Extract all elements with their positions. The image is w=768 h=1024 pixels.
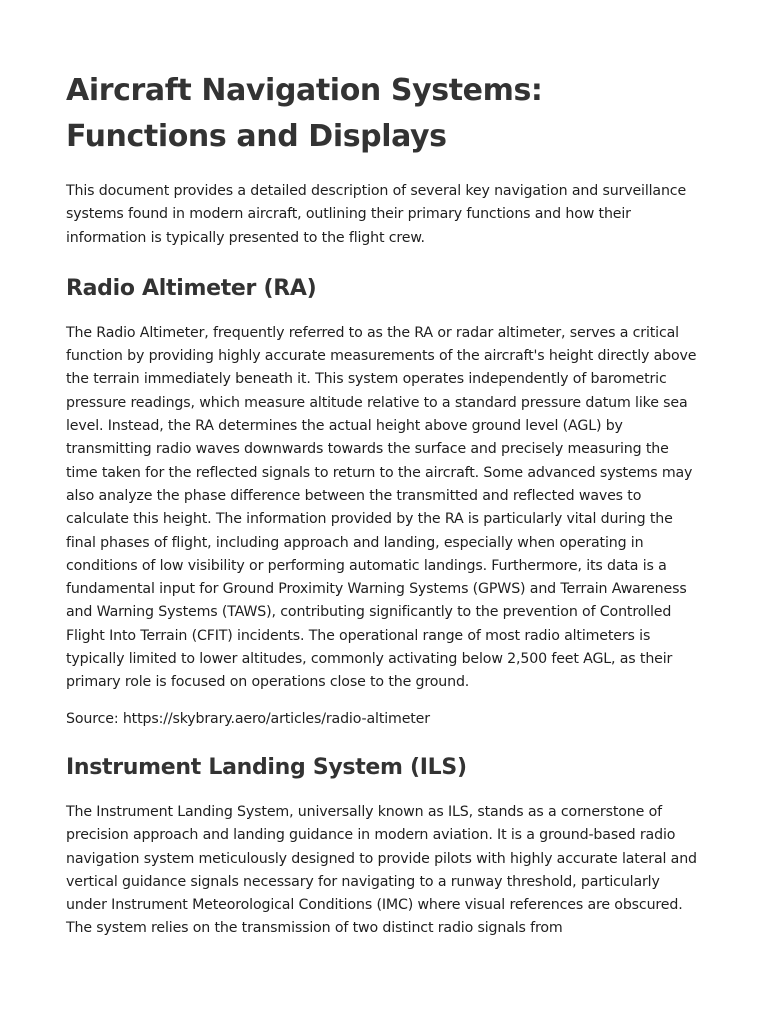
- section-heading: Instrument Landing System (ILS): [66, 754, 467, 780]
- section-radio-altimeter: [66, 274, 702, 731]
- section-instrument-landing-system: [66, 753, 702, 941]
- section-heading: Radio Altimeter (RA): [66, 275, 317, 301]
- section-body: The Instrument Landing System, universally known as ILS, stands as a cornerstone of precision approach and landing guidance in modern aviation. It is a ground-based radio navigation system meticulously designed to provide pilots with highly accurate lateral and vertical guidance signals necessary for navigating to a runway threshold, particularly under Instrument Meteorological Conditions (IMC) where visual references are obscured. The system relies on the transmission of two distinct radio signals from: [66, 803, 697, 937]
- section-body: The Radio Altimeter, frequently referred to as the RA or radar altimeter, serves a critical function by providing highly accurate measurements of the aircraft's height directly above the terrain immediately beneath it. This system operates independently of barometric pressure readings, which measure altitude relative to a standard pressure datum like sea level. Instead, the RA determines the actual height above ground level (AGL) by transmitting radio waves downwards towards the surface and precisely measuring the time taken for the reflected signals to return to the aircraft. Some advanced systems may also analyze the phase difference between the transmitted and reflected waves to calculate this height. The information provided by the RA is particularly vital during the final phases of flight, including approach and landing, especially when operating in conditions of low visibility or performing automatic landings. Furthermore, its data is a fundamental input for Ground Proximity Warning Systems (GPWS) and Terrain Awareness and Warning Systems (TAWS), contributing significantly to the prevention of Controlled Flight Into Terrain (CFIT) incidents. The operational range of most radio altimeters is typically limited to lower altitudes, commonly activating below 2,500 feet AGL, as their primary role is focused on operations close to the ground.: [66, 324, 697, 691]
- source-citation: Source: https://skybrary.aero/articles/radio-altimeter: [66, 710, 430, 727]
- intro-paragraph: This document provides a detailed description of several key navigation and surveillance systems found in modern aircraft, outlining their primary functions and how their information is typically presented to the flight crew.: [66, 183, 687, 246]
- document-title: Aircraft Navigation Systems: Functions and Displays: [66, 73, 543, 154]
